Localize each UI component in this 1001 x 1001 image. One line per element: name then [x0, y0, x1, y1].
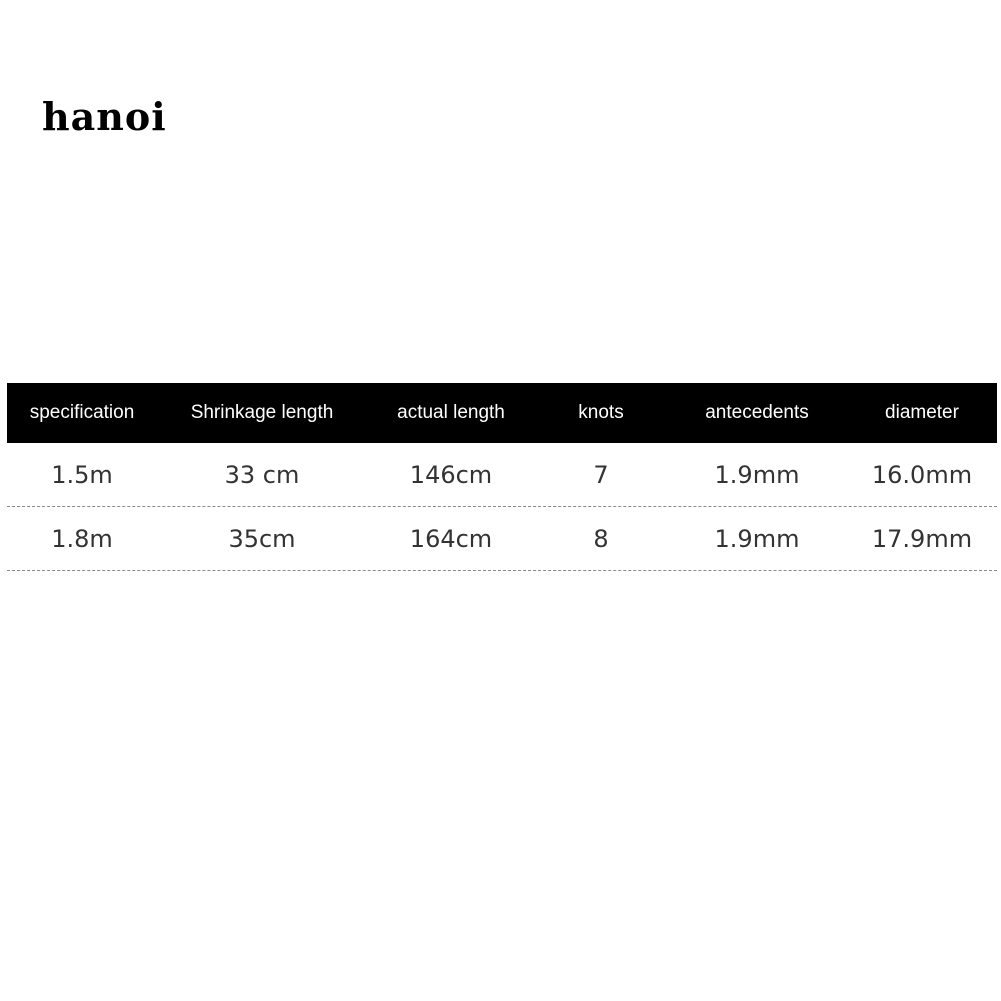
- header-shrinkage-length: Shrinkage length: [190, 402, 334, 423]
- cell-actual-length: 164cm: [409, 524, 493, 553]
- header-antecedents: antecedents: [705, 402, 809, 423]
- cell-knots: 7: [593, 460, 609, 489]
- cell-diameter: 16.0mm: [871, 460, 973, 489]
- cell-diameter: 17.9mm: [871, 524, 973, 553]
- table-row: [7, 443, 997, 507]
- header-diameter: diameter: [885, 402, 959, 423]
- cell-specification: 1.8m: [51, 524, 113, 553]
- brand-logo: hanoi: [42, 94, 167, 139]
- header-actual-length: actual length: [397, 402, 505, 423]
- table-header-row: [7, 383, 997, 443]
- cell-actual-length: 146cm: [409, 460, 493, 489]
- cell-knots: 8: [593, 524, 609, 553]
- cell-antecedents: 1.9mm: [714, 460, 800, 489]
- cell-shrinkage-length: 33 cm: [224, 460, 300, 489]
- header-specification: specification: [29, 402, 135, 423]
- cell-antecedents: 1.9mm: [714, 524, 800, 553]
- cell-shrinkage-length: 35cm: [228, 524, 296, 553]
- header-knots: knots: [578, 402, 624, 423]
- cell-specification: 1.5m: [51, 460, 113, 489]
- table-row: [7, 507, 997, 571]
- spec-table: [7, 383, 997, 571]
